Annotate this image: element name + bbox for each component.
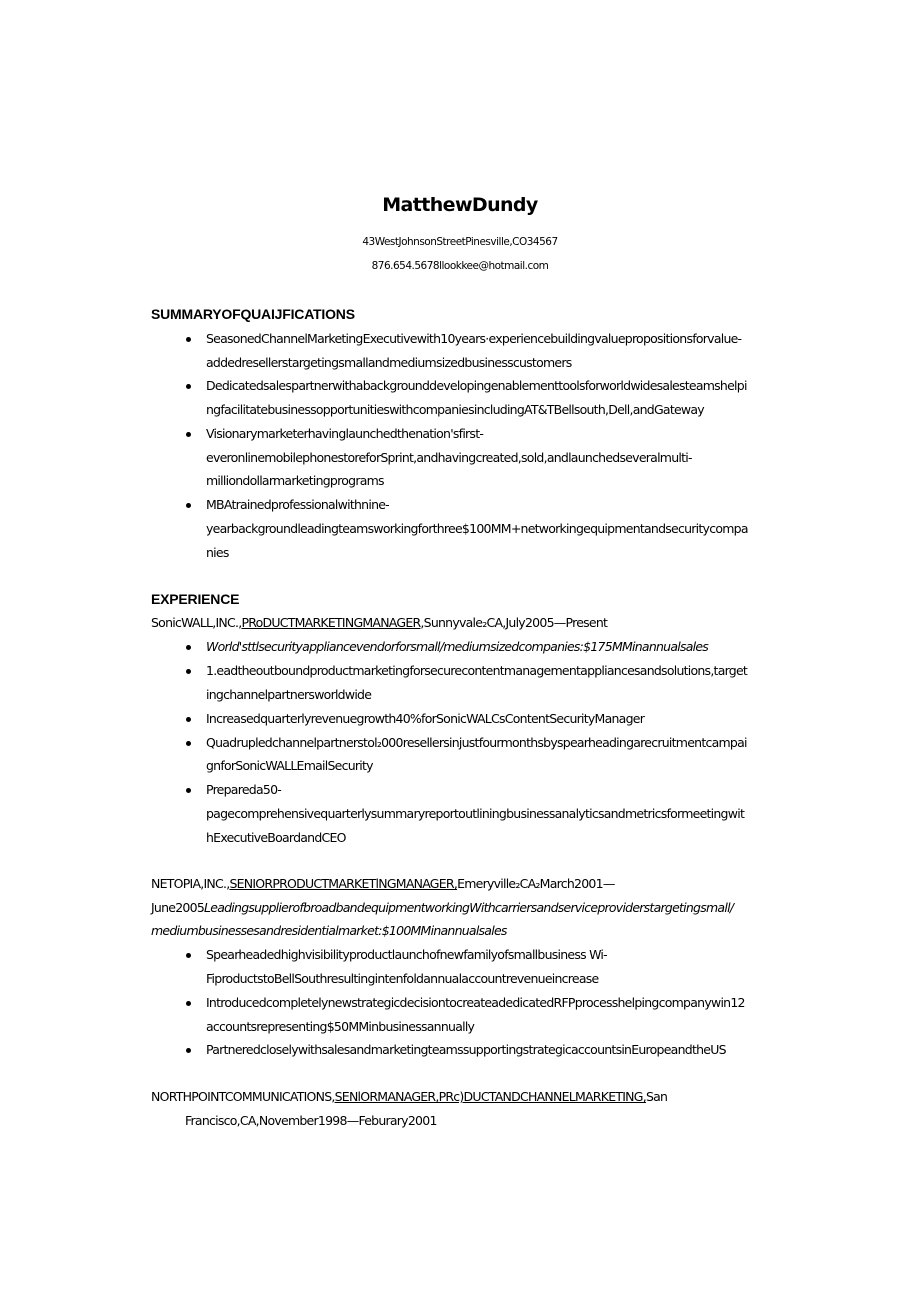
address-line: 43WestJohnsonStreetPinesville,CO34567 <box>362 236 558 248</box>
bullet-icon <box>186 717 191 722</box>
bullet-icon <box>186 953 191 958</box>
summary-item-1-line-2: addedresellerstargetingsmallandmediumsizedbusinesscustomers <box>206 355 572 370</box>
job-2-dates-cont: June2005 <box>151 900 205 915</box>
summary-item-2-line-1: Dedicatedsalespartnerwithabackgrounddevelopingenablementtoolsforworldwidesalesteamshelpi <box>206 378 747 393</box>
job-2-item-2-line-2: accountsrepresenting$50MMinbusinessannually <box>206 1019 475 1034</box>
job-2-item-3: PartneredcloselywithsalesandmarketingteamssupportingstrategicaccountsinEuropeandtheUS <box>206 1042 726 1057</box>
bullet-icon <box>186 432 191 437</box>
job-3-title: SENlORMANAGER,PRc)DUCTANDCHANNELMARKETING, <box>334 1089 646 1104</box>
job-2-item-2-line-1: IntroducedcompletelynewstrategicdecisiontocreateadedicatedRFPprocesshelpingcompanywin12 <box>206 995 745 1010</box>
bullet-icon <box>186 503 191 508</box>
job-1-item-1: World'sttlsecurityappliancevendorforsmall/mediumsizedcompanies:$175MMinannualsales <box>206 639 709 654</box>
bullet-icon <box>186 645 191 650</box>
summary-item-3-line-1: Visionarymarketerhavinglaunchedthenation'sfirst- <box>206 426 484 441</box>
job-1-item-4-line-1: Quadrupledchannelpartnerstol₂000resellersinjustfourmonthsbyspearheadingarecruitmentcampai <box>206 735 747 750</box>
job-2-description-line-2: mediumbusinessesandresidentialmarket:$100MMinannualsales <box>151 923 507 938</box>
job-3-company: NORTHPOINTCOMMUNICATIONS, <box>151 1089 335 1104</box>
bullet-icon <box>186 1001 191 1006</box>
job-1-item-5-line-2: pagecomprehensivequarterlysummaryreportoutliningbusinessanalyticsandmetricsformeetingwit <box>206 806 745 821</box>
job-2-company: NETOPIA,INC., <box>151 876 230 891</box>
job-2-title: SENIORPRODUCTMARKETlNGMANAGER, <box>229 876 458 891</box>
job-1-title: PRoDUCTMARKETINGMANAGER <box>241 615 421 630</box>
bullet-icon <box>186 1048 191 1053</box>
job-1-item-3: Increasedquarterlyrevenuegrowth40%forSonicWALCsContentSecurityManager <box>206 711 645 726</box>
job-2-item-1-line-2: FiproductstoBellSouthresultingintenfoldannualaccountrevenueincrease <box>206 971 599 986</box>
bullet-icon <box>186 788 191 793</box>
job-2-company-desc: LeadingsupplierofbroadbandequipmentworkingWithcarriersandserviceproviderstargetingsmall/ <box>204 900 734 915</box>
job-3-location: San <box>645 1089 668 1104</box>
summary-item-1-line-1: SeasonedChannelMarketingExecutivewith10years·experiencebuildingvaluepropositionsforvalue- <box>206 331 742 346</box>
job-1-item-2-line-2: ingchannelpartnersworldwide <box>206 687 372 702</box>
job-2-header <box>151 876 615 892</box>
experience-heading: EXPERIENCE <box>151 591 240 607</box>
summary-item-4-line-1: MBAtrainedprofessionalwithnine- <box>206 497 389 512</box>
job-1-item-5-line-1: Prepareda50- <box>206 782 282 797</box>
summary-heading: SUMMARYOFQUAIJFICATIONS <box>151 306 355 322</box>
job-1-item-4-line-2: gnforSonicWALLEmailSecurity <box>206 758 373 773</box>
job-1-item-2-line-1: 1.eadtheoutboundproductmarketingforsecurecontentmanagementappliancesandsolutions,target <box>206 663 748 678</box>
summary-item-2-line-2: ngfacilitatebusinessopportunitieswithcompaniesincludingAT&TBellsouth,Dell,andGateway <box>206 402 704 417</box>
bullet-icon <box>186 384 191 389</box>
bullet-icon <box>186 741 191 746</box>
summary-item-3-line-3: milliondollarmarketingprograms <box>206 473 384 488</box>
bullet-icon <box>186 337 191 342</box>
job-1-item-5-line-3: hExecutiveBoardandCEO <box>206 830 346 845</box>
job-2-location-dates: Emeryville₂CA₂March2001— <box>457 876 615 891</box>
job-3-header <box>151 1089 667 1105</box>
summary-item-4-line-3: nies <box>206 545 229 560</box>
candidate-name: MatthewDundy <box>382 194 538 216</box>
summary-item-4-line-2: yearbackgroundleadingteamsworkingforthree$100MM+networkingequipmentandsecuritycompa <box>206 521 748 536</box>
job-2-description-line-1 <box>151 900 733 916</box>
job-3-location-dates: Francisco,CA,November1998—Feburary2001 <box>185 1113 437 1128</box>
job-2-item-1-line-1: Spearheadedhighvisibilityproductlaunchofnewfamilyofsmallbusiness Wi- <box>206 947 607 962</box>
summary-item-3-line-2: everonlinemobilephonestoreforSprint,andhavingcreated,sold,andlaunchedseveralmulti- <box>206 450 692 465</box>
job-1-company: SonicWALL,INC., <box>151 615 242 630</box>
bullet-icon <box>186 669 191 674</box>
job-1-location-dates: ,Sunnyvale₂CA,July2005—Present <box>420 615 608 630</box>
job-1-header <box>151 615 607 631</box>
contact-line: 876.654.5678llookkee@hotmail.com <box>371 260 549 272</box>
